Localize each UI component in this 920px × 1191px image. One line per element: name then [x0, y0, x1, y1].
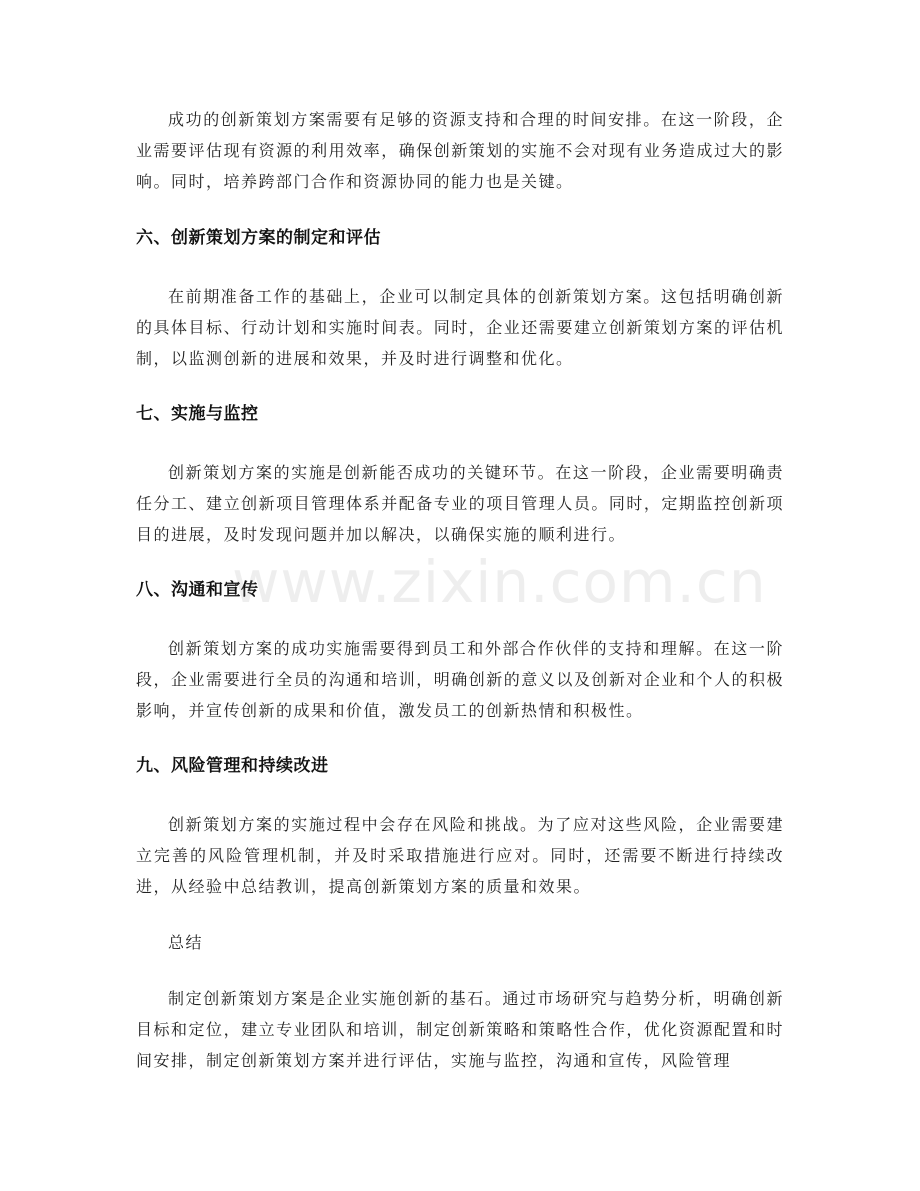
paragraph-summary: 制定创新策划方案是企业实施创新的基石。通过市场研究与趋势分析，明确创新目标和定位，建立专业团队和培训，制定创新策略和策略性合作，优化资源配置和时间安排，制定创新策划方案并进行评估，实施与监控，沟通和宣传，风险管理 — [136, 989, 784, 1070]
section-heading-6: 六、创新策划方案的制定和评估 — [136, 228, 381, 248]
paragraph-section-6: 在前期准备工作的基础上，企业可以制定具体的创新策划方案。这包括明确创新的具体目标、行动计划和实施时间表。同时，企业还需要建立创新策划方案的评估机制，以监测创新的进展和效果，并及时进行调整和优化。 — [136, 287, 784, 368]
summary-label: 总结 — [168, 933, 204, 952]
paragraph-section-9: 创新策划方案的实施过程中会存在风险和挑战。为了应对这些风险，企业需要建立完善的风险管理机制，并及时采取措施进行应对。同时，还需要不断进行持续改进，从经验中总结教训，提高创新策划方案的质量和效果。 — [136, 815, 784, 896]
watermark: www.zixin.com.cn — [232, 548, 767, 616]
section-heading-8: 八、沟通和宣传 — [136, 580, 259, 600]
section-heading-9: 九、风险管理和持续改进 — [136, 756, 329, 776]
paragraph-section-8: 创新策划方案的成功实施需要得到员工和外部合作伙伴的支持和理解。在这一阶段，企业需要进行全员的沟通和培训，明确创新的意义以及创新对企业和个人的积极影响，并宣传创新的成果和价值，激发员工的创新热情和积极性。 — [136, 639, 784, 720]
paragraph-resources: 成功的创新策划方案需要有足够的资源支持和合理的时间安排。在这一阶段，企业需要评估现有资源的利用效率，确保创新策划的实施不会对现有业务造成过大的影响。同时，培养跨部门合作和资源协同的能力也是关键。 — [136, 110, 784, 191]
paragraph-section-7: 创新策划方案的实施是创新能否成功的关键环节。在这一阶段，企业需要明确责任分工、建立创新项目管理体系并配备专业的项目管理人员。同时，定期监控创新项目的进展，及时发现问题并加以解决，以确保实施的顺利进行。 — [136, 463, 784, 544]
document-body — [136, 104, 784, 1076]
section-heading-7: 七、实施与监控 — [136, 404, 259, 424]
